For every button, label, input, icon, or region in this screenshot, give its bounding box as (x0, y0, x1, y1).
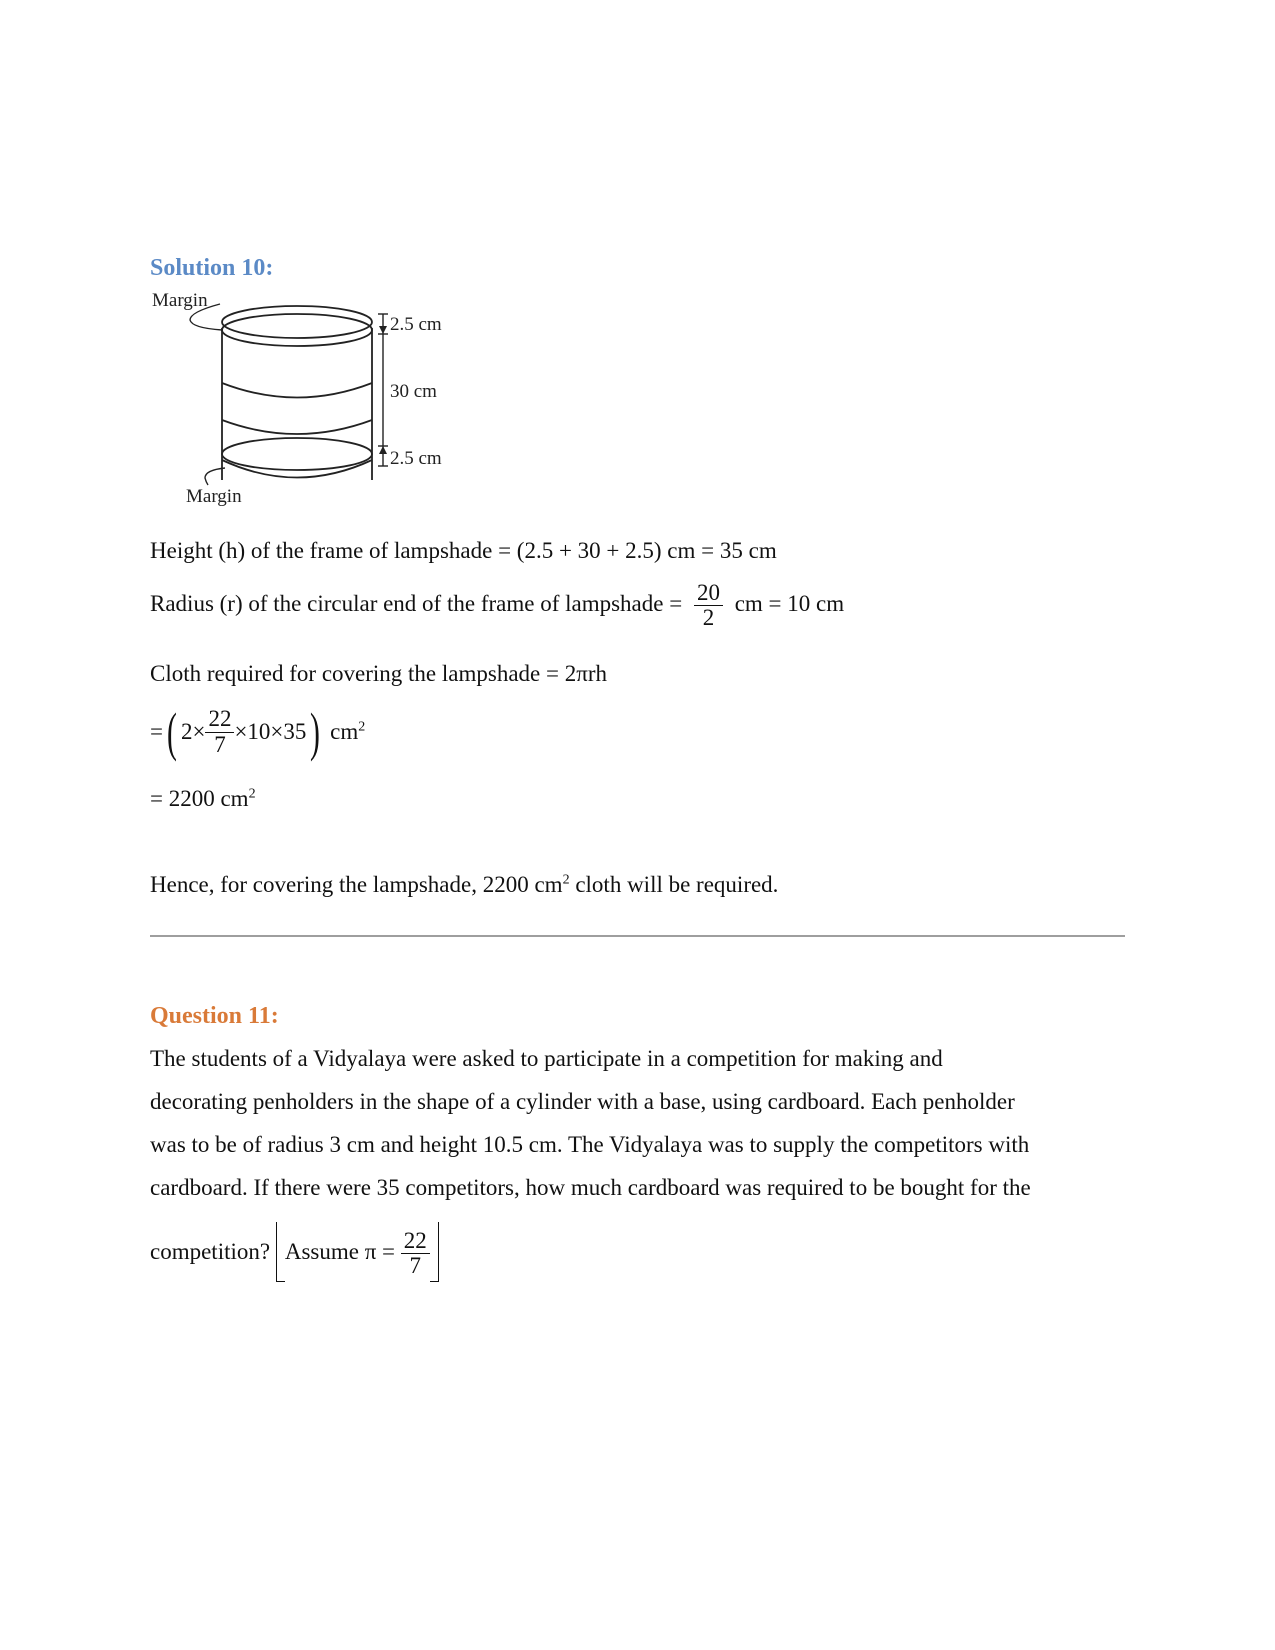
result-line (150, 786, 256, 812)
radius-prefix: Radius (r) of the circular end of the frame of lampshade = (150, 590, 683, 616)
question-heading: Question 11: (150, 1003, 279, 1029)
result-text: = 2200 cm (150, 786, 249, 811)
expr-denominator: 7 (214, 731, 226, 757)
solution-heading: Solution 10: (150, 255, 274, 281)
radius-line (150, 581, 844, 630)
top-outer-ellipse (222, 306, 372, 338)
conclusion-pre: Hence, for covering the lampshade, 2200 cm (150, 872, 563, 897)
margin-top-label: Margin (152, 290, 208, 311)
expr-equals: = (150, 719, 163, 744)
expr-post: ×10×35 (234, 719, 307, 744)
dim-middle-label: 30 cm (390, 381, 437, 402)
radius-fraction (694, 581, 723, 630)
height-line: Height (h) of the frame of lampshade = (2.5 + 30 + 2.5) cm = 35 cm (150, 538, 777, 563)
bottom-outer-curve (222, 460, 372, 478)
conclusion-exponent: 2 (562, 872, 570, 888)
expr-pre: 2× (180, 719, 206, 744)
middle-band-2 (222, 420, 372, 434)
question-line-4: cardboard. If there were 35 competitors, how much cardboard was required to be bought for the (150, 1175, 1031, 1200)
radius-denominator: 2 (702, 605, 715, 631)
top-inner-ellipse (222, 314, 372, 346)
expr-fraction (205, 707, 234, 756)
middle-band-1 (222, 383, 372, 398)
question-line-2: decorating penholders in the shape of a cylinder with a base, using cardboard. Each penholder (150, 1089, 1015, 1114)
margin-bottom-label: Margin (186, 486, 242, 507)
radius-suffix: cm = 10 cm (734, 590, 845, 616)
conclusion-line (150, 872, 778, 898)
lampshade-diagram (150, 290, 460, 520)
cloth-line: Cloth required for covering the lampshade = 2πrh (150, 661, 607, 686)
expr-exponent: 2 (358, 719, 366, 735)
question-line-3: was to be of radius 3 cm and height 10.5 cm. The Vidyalaya was to supply the competitors with (150, 1132, 1030, 1157)
expr-numerator: 22 (208, 706, 232, 732)
bottom-inner-ellipse (222, 438, 372, 470)
assume-denominator: 7 (409, 1253, 422, 1279)
expr-open-paren: ( (167, 702, 177, 762)
assume-bracket (276, 1222, 439, 1282)
cloth-expression (150, 702, 366, 762)
assume-numerator: 22 (403, 1228, 427, 1254)
question-line-5 (150, 1222, 439, 1282)
conclusion-post: cloth will be required. (569, 872, 779, 897)
expr-unit-group (330, 719, 365, 745)
question-last-text: competition? (150, 1239, 271, 1264)
radius-numerator: 20 (696, 580, 720, 605)
assume-fraction (401, 1229, 430, 1278)
question-line-1: The students of a Vidyalaya were asked to participate in a competition for making and (150, 1046, 943, 1071)
section-divider (150, 935, 1125, 937)
assume-text: Assume π = (284, 1239, 396, 1264)
dim-top-label: 2.5 cm (390, 314, 442, 335)
expr-unit: cm (330, 719, 359, 744)
expr-close-paren: ) (310, 702, 321, 762)
dim-bottom-label: 2.5 cm (390, 448, 442, 469)
result-exponent: 2 (248, 786, 256, 802)
